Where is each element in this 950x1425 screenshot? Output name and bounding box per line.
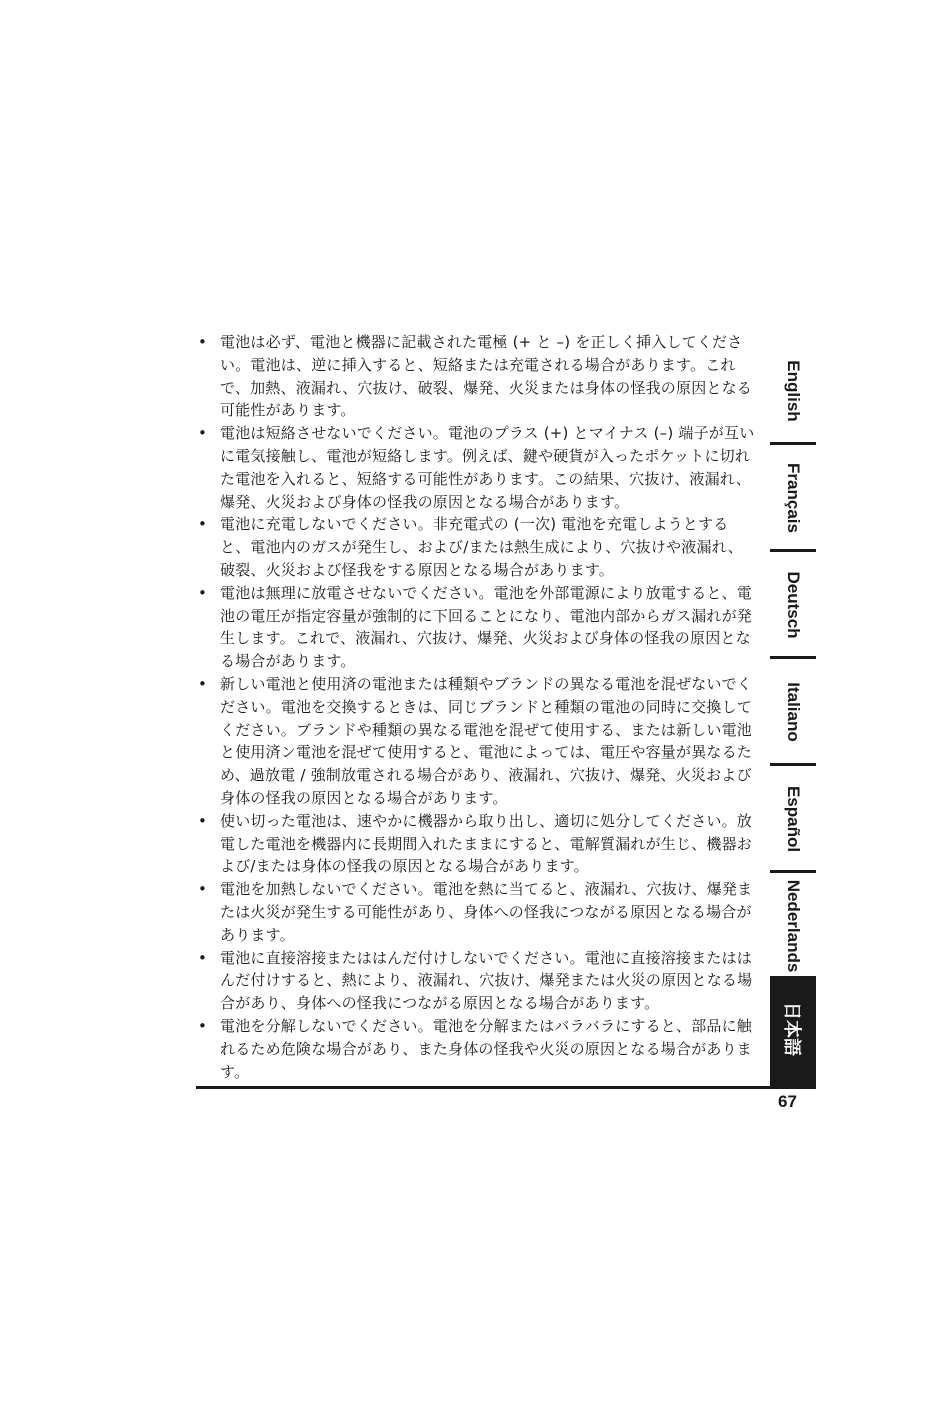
tab-label: Nederlands	[784, 879, 803, 973]
bullet: •	[198, 515, 208, 534]
warning-item	[196, 810, 758, 878]
tab-label: English	[784, 360, 803, 422]
page-number: 67	[778, 1092, 797, 1111]
warning-item	[196, 582, 758, 673]
warning-item	[196, 673, 758, 810]
tab-italiano[interactable]	[770, 659, 816, 766]
footer-divider	[196, 1086, 816, 1089]
warning-item	[196, 513, 758, 581]
bullet: •	[198, 674, 208, 693]
bullet: •	[198, 948, 208, 967]
bullet: •	[198, 583, 208, 602]
language-tabs	[770, 338, 816, 1092]
tab-deutsch[interactable]	[770, 552, 816, 659]
battery-warning-list	[196, 331, 758, 1083]
warning-text: 使い切った電池は、速やかに機器から取り出し、適切に処分してください。放電した電池を機器内に長期間入れたままにすると、電解質漏れが生じ、機器および/または身体の怪我の原因となる場合があります。	[220, 811, 753, 876]
tab-nederlands[interactable]	[770, 873, 816, 980]
tab-francais[interactable]	[770, 445, 816, 552]
tab-label: Italiano	[784, 682, 803, 742]
bullet: •	[198, 333, 208, 351]
warning-text: 電池を分解しないでください。電池を分解またはバラバラにすると、部品に触れるため危険な場合があり、また身体の怪我や火災の原因となる場合があります。	[220, 1016, 753, 1081]
warning-item	[196, 331, 758, 422]
warning-item	[196, 422, 758, 513]
tab-japanese-active[interactable]	[770, 976, 816, 1088]
warning-text: 電池は短絡させないでください。電池のプラス (+) とマイナス (–) 端子が互いに電気接触し、電池が短絡します。例えば、鍵や硬貨が入ったポケットに切れた電池を入れると、短絡する可能性があります。この結果、穴抜け、液漏れ、爆発、火災および身体の怪我の原因となる場合があります。	[220, 424, 755, 511]
bullet: •	[198, 811, 208, 830]
warning-text: 電池は必ず、電池と機器に記載された電極 (+ と –) を正しく挿入してください。電池は、逆に挿入すると、短絡または充電される場合があります。これで、加熱、液漏れ、穴抜け、破裂、爆発、火災または身体の怪我の原因となる可能性があります。	[220, 333, 753, 420]
tab-label: Deutsch	[784, 571, 803, 639]
bullet: •	[198, 1016, 208, 1035]
warning-item	[196, 878, 758, 946]
warning-item	[196, 1015, 758, 1083]
warning-text: 電池は無理に放電させないでください。電池を外部電源により放電すると、電池の電圧が指定容量が強制的に下回ることになり、電池内部からガス漏れが発生します。これで、液漏れ、穴抜け、爆発、火災および身体の怪我の原因となる場合があります。	[220, 583, 753, 671]
tab-label: Français	[784, 463, 803, 533]
page-content	[196, 331, 758, 1083]
warning-text: 電池を加熱しないでください。電池を熱に当てると、液漏れ、穴抜け、爆発または火災が発生する可能性があり、身体への怪我につながる原因となる場合があります。	[220, 880, 753, 944]
warning-text: 電池に直接溶接またははんだ付けしないでください。電池に直接溶接またははんだ付けすると、熱により、液漏れ、穴抜け、爆発または火災の原因となる場合があり、身体への怪我につながる原因となる場合があります。	[220, 948, 753, 1013]
tab-label: Español	[784, 785, 803, 853]
tab-label: 日本語	[781, 1002, 802, 1056]
bullet: •	[198, 424, 208, 443]
tab-english[interactable]	[770, 338, 816, 445]
tab-espanol[interactable]	[770, 766, 816, 873]
warning-text: 新しい電池と使用済の電池または種類やブランドの異なる電池を混ぜないでください。電池を交換するときは、同じブランドと種類の電池の同時に交換してください。ブランドや種類の異なる電池を混ぜて使用する、または新しい電池と使用済ン電池を混ぜて使用すると、電池によっては、電圧や容量が異なるため、過放電 / 強制放電される場合があり、液漏れ、穴抜け、爆発、火災および身体の怪我の原因となる場合があります。	[220, 674, 753, 807]
bullet: •	[198, 880, 208, 899]
warning-text: 電池に充電しないでください。非充電式の (一次) 電池を充電しようとすると、電池内のガスが発生し、および/または熱生成により、穴抜けや液漏れ、破裂、火災および怪我をする原因となる場合があります。	[220, 515, 743, 579]
warning-item	[196, 947, 758, 1015]
